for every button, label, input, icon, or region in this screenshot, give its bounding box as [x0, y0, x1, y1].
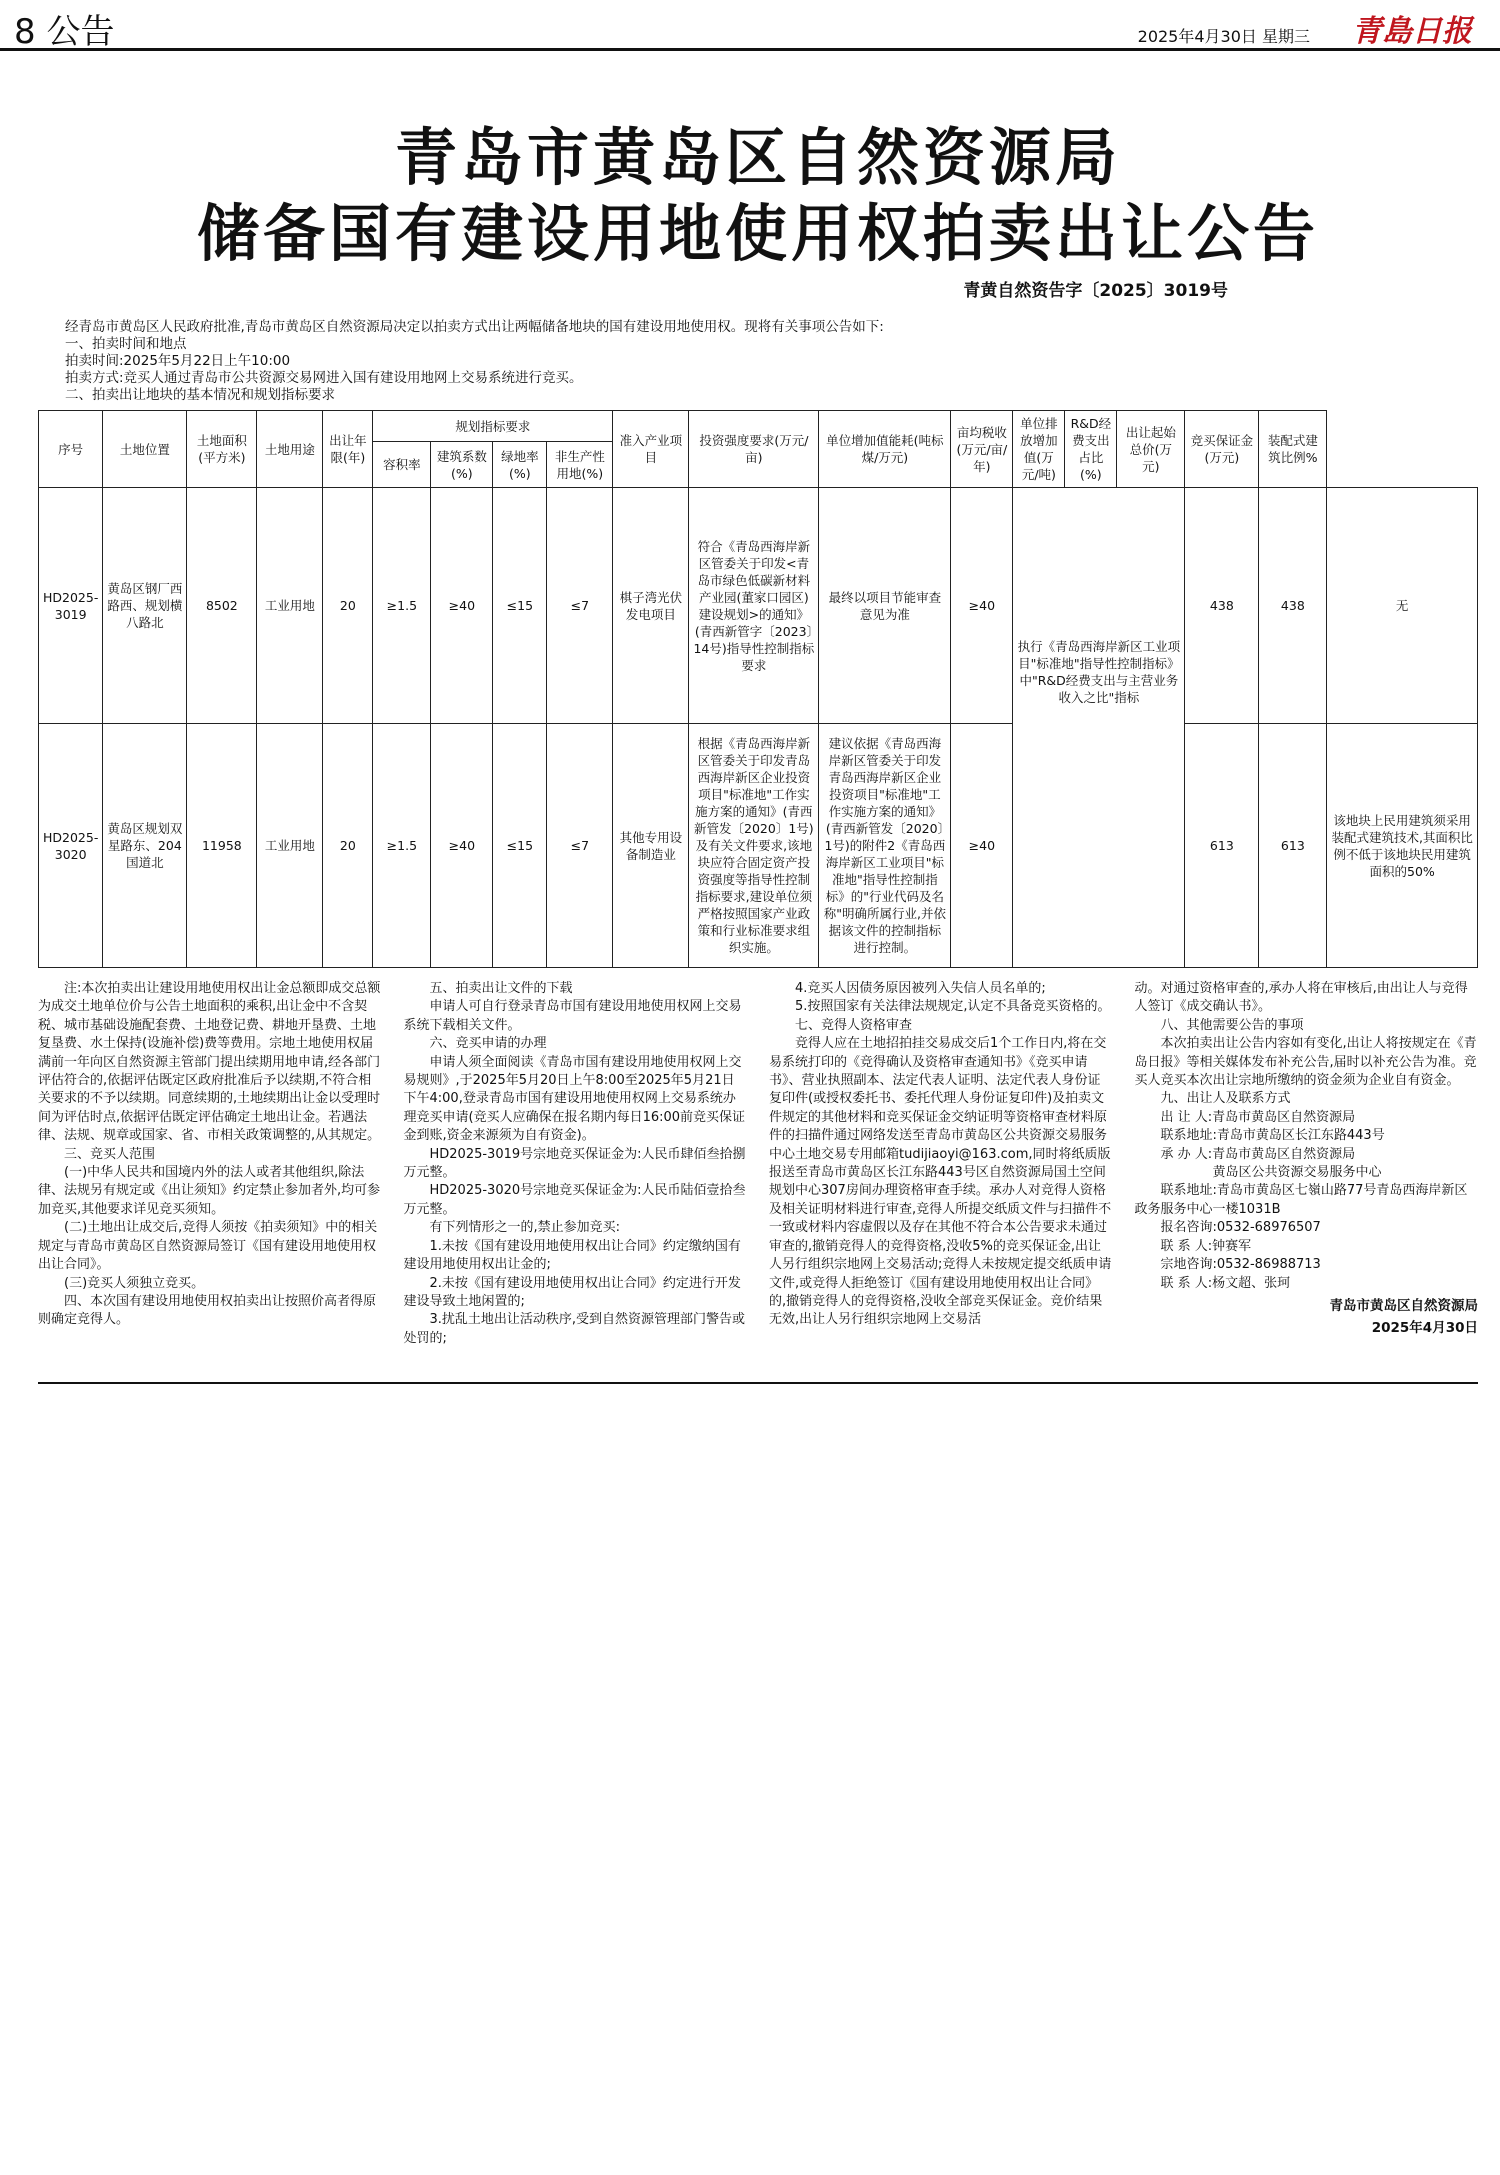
body-paragraph: HD2025-3020号宗地竞买保证金为:人民币陆佰壹拾叁万元整。: [403, 1183, 746, 1217]
cell-id: HD2025-3020: [39, 724, 103, 968]
cell-tax: ≥40: [951, 724, 1013, 968]
cell-start-price: 613: [1185, 724, 1259, 968]
notice-title-line2: 储备国有建设用地使用权拍卖出让公告: [196, 197, 1319, 270]
body-paragraph: 竞得人应在土地招拍挂交易成交后1个工作日内,将在交易系统打印的《竞得确认及资格审查通知书》《竞买申请书》、营业执照副本、法定代表人证明、法定代表人身份证复印件(或授权委托书、委托代理人身份证复印件)及拍卖文件规定的其他材料和竞买保证金交纳证明等资格审查材料原件的扫描件通过网络发送至青岛市黄岛区公共资源交易服务中心土地交易专用邮箱tudijiaoyi@163.com,同时将纸质版报送至青岛市黄岛区长江东路443号区自然资源局国土空间规划中心307房间办理资格审查手续。承办人对竞得人资格及相关证明材料进行审查,竞得人所提交纸质文件与扫描件不一致或材料内容虚假以及存在其他不符合本公告要求未通过审查的,撤销竞得人的竞得资格,没收5%的竞买保证金,出让人另行组织宗地网上交易活动;竞得人未按规定提交纸质申请文件,或竞得人拒绝签订《国有建设用地使用权出让合同》的,撤销竞得人的竞得资格,没收全部竞买保证金。竞价结果无效,出让人另行组织宗地网上交易活: [769, 1036, 1112, 1328]
body-paragraph: 联 系 人:钟赛军: [1160, 1238, 1252, 1254]
notice-body-columns: [38, 980, 1478, 1348]
header-term: 出让年限(年): [323, 411, 373, 488]
body-paragraph: 联 系 人:杨文超、张珂: [1160, 1275, 1291, 1291]
signer: 青岛市黄岛区自然资源局: [1329, 1297, 1478, 1314]
issue-date: 2025年4月30日 星期三: [1137, 27, 1310, 46]
body-paragraph: HD2025-3019号宗地竞买保证金为:人民币肆佰叁拾捌万元整。: [403, 1146, 746, 1181]
body-paragraph: 七、竞得人资格审查: [795, 1017, 913, 1033]
cell-far: ≥1.5: [373, 488, 431, 724]
body-paragraph: 出 让 人:青岛市黄岛区自然资源局: [1160, 1109, 1356, 1125]
page-label: 8 公告: [14, 12, 115, 52]
header-location: 土地位置: [103, 411, 187, 488]
cell-term: 20: [323, 724, 373, 968]
header-seq: 序号: [39, 411, 103, 488]
cell-deposit: 613: [1259, 724, 1327, 968]
header-emission: 单位排放增加值(万元/吨): [1013, 411, 1065, 488]
body-paragraph: (一)中华人民共和国境内外的法人或者其他组织,除法律、法规另有规定或《出让须知》约定禁止参加者外,均可参加竞买,其他要求详见竞买须知。: [38, 1165, 381, 1217]
header-nonprod: 非生产性用地(%): [547, 442, 613, 488]
body-paragraph: 1.未按《国有建设用地使用权出让合同》约定缴纳国有建设用地使用权出让金的;: [403, 1238, 741, 1273]
body-paragraph: 2.未按《国有建设用地使用权出让合同》约定进行开发建设导致土地闲置的;: [403, 1275, 741, 1309]
body-paragraph: 有下列情形之一的,禁止参加竞买:: [429, 1220, 621, 1236]
body-column-3: [769, 980, 1113, 1348]
cell-energy: 建议依据《青岛西海岸新区管委关于印发青岛西海岸新区企业投资项目"标准地"工作实施方案的通知》(青西新管发〔2020〕1号)的附件2《青岛西海岸新区工业项目"标准地"指导性控制指标》的"行业代码及名称"明确所属行业,并依据该文件的控制指标进行控制。: [819, 724, 951, 968]
header-prefab: 装配式建筑比例%: [1259, 411, 1327, 488]
intro-line: 经青岛市黄岛区人民政府批准,青岛市黄岛区自然资源局决定以拍卖方式出让两幅储备地块的国有建设用地使用权。现将有关事项公告如下:: [65, 319, 884, 335]
header-industry: 准入产业项目: [613, 411, 689, 488]
section-divider: [38, 1382, 1478, 1384]
intro-line: 拍卖时间:2025年5月22日上午10:00: [65, 353, 291, 369]
header-deposit: 竞买保证金(万元): [1185, 411, 1259, 488]
header-energy: 单位增加值能耗(吨标煤/万元): [819, 411, 951, 488]
body-column-4: [1135, 980, 1479, 1348]
header-planning: 规划指标要求: [373, 411, 613, 442]
cell-density: ≥40: [431, 724, 493, 968]
body-paragraph: 五、拍卖出让文件的下载: [429, 981, 573, 996]
cell-prefab: 该地块上民用建筑须采用装配式建筑技术,其面积比例不低于该地块民用建筑面积的50%: [1327, 724, 1478, 968]
body-column-1: [38, 980, 382, 1348]
intro-line: 二、拍卖出让地块的基本情况和规划指标要求: [65, 387, 335, 403]
body-paragraph: (二)土地出让成交后,竞得人须按《拍卖须知》中的相关规定与青岛市黄岛区自然资源局签订《国有建设用地使用权出让合同》。: [38, 1220, 378, 1273]
header-far: 容积率: [373, 442, 431, 488]
masthead: [0, 0, 1500, 51]
header-tax: 亩均税收(万元/亩/年): [951, 411, 1013, 488]
cell-density: ≥40: [431, 488, 493, 724]
cell-invest: 符合《青岛西海岸新区管委关于印发<青岛市绿色低碳新材料产业园(董家口园区)建设规划>的通知》(青西新管字〔2023〕14号)指导性控制指标要求: [689, 488, 819, 724]
notice-title-line1: 青岛市黄岛区自然资源局: [394, 121, 1121, 194]
cell-use: 工业用地: [257, 724, 323, 968]
cell-industry: 棋子湾光伏发电项目: [613, 488, 689, 724]
header-rd: R&D经费支出占比(%): [1065, 411, 1117, 488]
intro-line: 拍卖方式:竞买人通过青岛市公共资源交易网进入国有建设用地网上交易系统进行竞买。: [65, 370, 583, 386]
cell-nonprod: ≤7: [547, 488, 613, 724]
cell-id: HD2025-3019: [39, 488, 103, 724]
intro-line: 一、拍卖时间和地点: [65, 336, 187, 352]
body-paragraph: 黄岛区公共资源交易服务中心: [1212, 1165, 1382, 1181]
parcel-table: [38, 410, 1478, 968]
body-paragraph: 联系地址:青岛市黄岛区七嶺山路77号青岛西海岸新区政务服务中心一楼1031B: [1134, 1183, 1468, 1217]
cell-industry: 其他专用设备制造业: [613, 724, 689, 968]
header-invest: 投资强度要求(万元/亩): [689, 411, 819, 488]
cell-use: 工业用地: [257, 488, 323, 724]
body-paragraph: 宗地咨询:0532-86988713: [1160, 1257, 1321, 1273]
cell-start-price: 438: [1185, 488, 1259, 724]
document-number: 青黄自然资告字〔2025〕3019号: [963, 281, 1228, 301]
header-area: 土地面积(平方米): [187, 411, 257, 488]
body-paragraph: 3.扰乱土地出让活动秩序,受到自然资源管理部门警告或处罚的;: [403, 1312, 746, 1346]
header-green: 绿地率(%): [493, 442, 547, 488]
body-paragraph: 三、竞买人范围: [64, 1146, 156, 1162]
sign-date: 2025年4月30日: [1371, 1319, 1478, 1336]
body-paragraph: 动。对通过资格审查的,承办人将在审核后,由出让人与竞得人签订《成交确认书》。: [1134, 981, 1468, 1015]
body-paragraph: 申请人须全面阅读《青岛市国有建设用地使用权网上交易规则》,于2025年5月20日上午8:00至2025年5月21日下午4:00,登录青岛市国有建设用地使用权网上交易系统办理竞买申请(竞买人应确保在报名期内每日16:00前竞买保证金到账,资金来源须为自有资金)。: [403, 1054, 746, 1144]
cell-deposit: 438: [1259, 488, 1327, 724]
cell-prefab: 无: [1327, 488, 1478, 724]
header-use: 土地用途: [257, 411, 323, 488]
cell-location: 黄岛区钢厂西路西、规划横八路北: [103, 488, 187, 724]
cell-green: ≤15: [493, 488, 547, 724]
body-paragraph: 联系地址:青岛市黄岛区长江东路443号: [1160, 1128, 1385, 1144]
newspaper-logo: 青島日报: [1352, 14, 1472, 49]
cell-area: 11958: [187, 724, 257, 968]
body-column-2: [404, 980, 748, 1348]
cell-area: 8502: [187, 488, 257, 724]
body-paragraph: (三)竞买人须独立竞买。: [64, 1275, 205, 1291]
cell-green: ≤15: [493, 724, 547, 968]
cell-rd-shared: [1013, 488, 1185, 968]
table-row: [39, 488, 1478, 724]
body-paragraph: 申请人可自行登录青岛市国有建设用地使用权网上交易系统下载相关文件。: [403, 999, 742, 1033]
notice-intro: [38, 319, 1478, 404]
body-paragraph: 九、出让人及联系方式: [1160, 1091, 1291, 1107]
header-density: 建筑系数(%): [431, 442, 493, 488]
body-paragraph: 5.按照国家有关法律法规规定,认定不具备竞买资格的。: [795, 999, 1111, 1015]
cell-far: ≥1.5: [373, 724, 431, 968]
cell-nonprod: ≤7: [547, 724, 613, 968]
body-paragraph: 报名咨询:0532-68976507: [1160, 1220, 1321, 1236]
header-start-price: 出让起始总价(万元): [1117, 411, 1185, 488]
cell-energy: 最终以项目节能审查意见为准: [819, 488, 951, 724]
body-paragraph: 六、竞买申请的办理: [429, 1036, 547, 1052]
cell-tax: ≥40: [951, 488, 1013, 724]
body-paragraph: 四、本次国有建设用地使用权拍卖出让按照价高者得原则确定竞得人。: [38, 1293, 377, 1328]
body-paragraph: 4.竞买人因债务原因被列入失信人员名单的;: [795, 981, 1046, 996]
table-row: [39, 724, 1478, 968]
body-paragraph: 承 办 人:青岛市黄岛区自然资源局: [1160, 1146, 1356, 1162]
body-paragraph: 八、其他需要公告的事项: [1160, 1017, 1304, 1033]
body-paragraph: 本次拍卖出让公告内容如有变化,出让人将按规定在《青岛日报》等相关媒体发布补充公告,届时以补充公告为准。竞买人竞买本次出让宗地所缴纳的资金须为企业自有资金。: [1134, 1036, 1477, 1089]
huangdao-auction-notice: [38, 120, 1478, 1348]
cell-location: 黄岛区规划双星路东、204国道北: [103, 724, 187, 968]
cell-invest: 根据《青岛西海岸新区管委关于印发青岛西海岸新区企业投资项目"标准地"工作实施方案的通知》(青西新管发〔2020〕1号)及有关文件要求,该地块应符合固定资产投资强度等指导性控制指标要求,建设单位须严格按照国家产业政策和行业标准要求组织实施。: [689, 724, 819, 968]
cell-term: 20: [323, 488, 373, 724]
cell-rd-text: 执行《青岛西海岸新区工业项目"标准地"指导性控制指标》中"R&D经费支出与主营业务收入之比"指标: [1017, 639, 1181, 705]
body-paragraph: 注:本次拍卖出让建设用地使用权出让金总额即成交总额为成交土地单位价与公告土地面积的乘积,出让金中不含契税、城市基础设施配套费、土地登记费、耕地开垦费、土地复垦费、水土保持(设施补偿)费等费用。宗地土地使用权届满前一年向区自然资源主管部门提出续期用地申请,经各部门评估符合的,依据评估既定区政府批准后予以续期,不符合相关要求的不予以续期。同意续期的,土地续期出让金以受理时间为评估时点,依据评估既定评估确定土地出让金。若遇法律、法规、规章或国家、省、市相关政策调整的,从其规定。: [38, 981, 381, 1144]
